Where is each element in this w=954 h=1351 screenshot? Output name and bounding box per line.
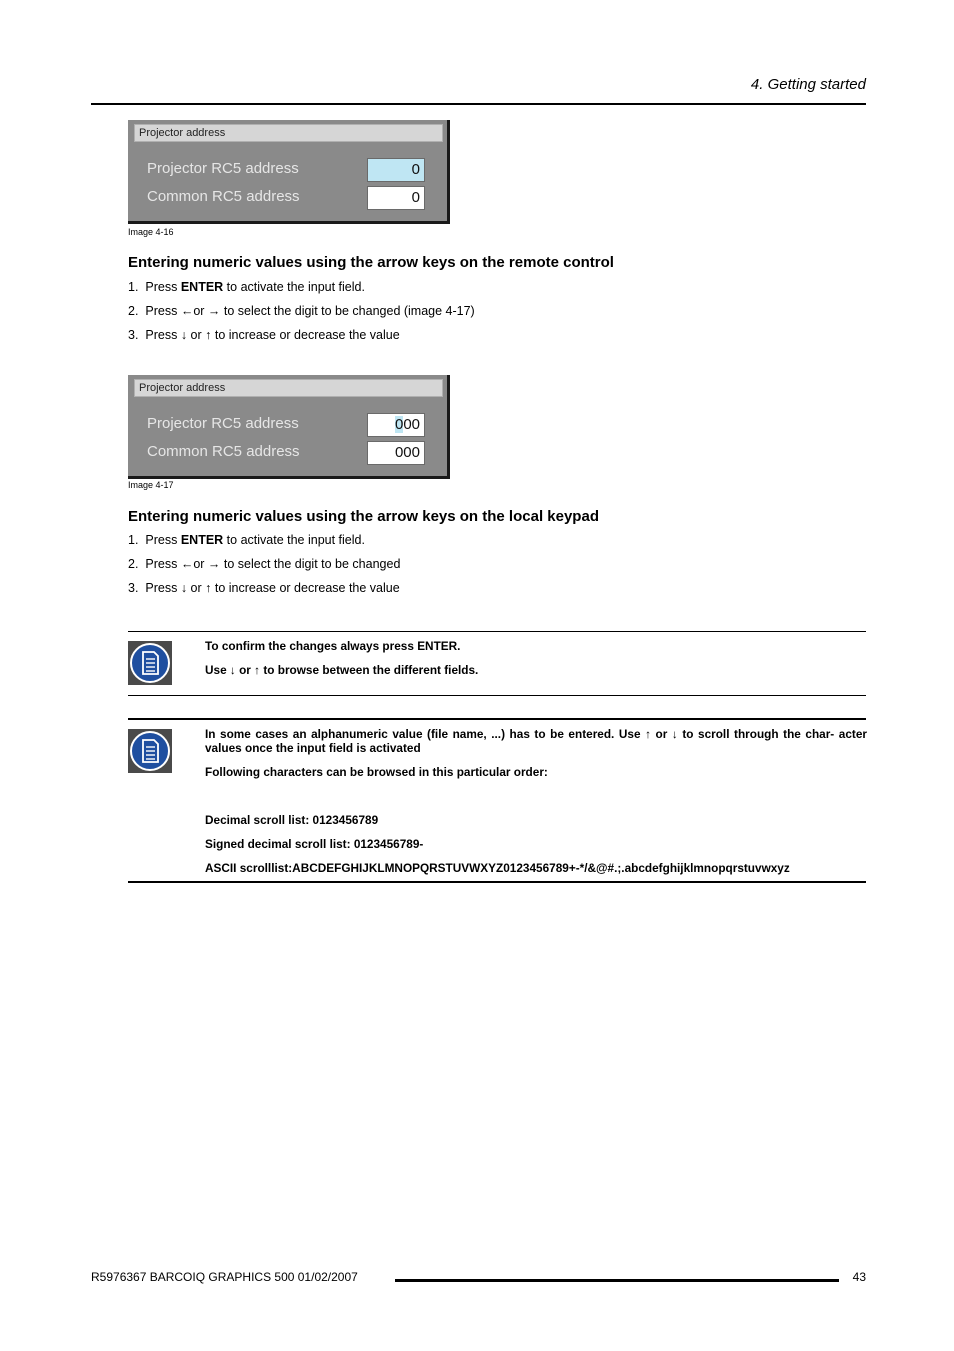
section-header: 4. Getting started — [750, 76, 866, 93]
note-rule-bottom — [128, 695, 866, 696]
step-text: Press — [145, 533, 181, 547]
remaining-digits: 00 — [403, 416, 420, 433]
note-line: Decimal scroll list: 0123456789 — [205, 813, 379, 827]
footer-doc-info: R5976367 BARCOIQ GRAPHICS 500 01/02/2007 — [91, 1270, 358, 1284]
step-number: 2. — [128, 304, 139, 318]
projector-rc5-field[interactable]: 0 — [367, 158, 425, 182]
menu-title: Projector address — [134, 379, 443, 397]
menu-title: Projector address — [134, 124, 443, 142]
footer-rule — [395, 1279, 839, 1282]
note-icon — [128, 641, 172, 685]
step-text: Press ←or → to select the digit to be changed — [145, 557, 401, 571]
projector-rc5-label: Projector RC5 address — [147, 160, 299, 177]
step-text: Press ↓ or ↑ to increase or decrease the value — [145, 581, 400, 595]
page-number: 43 — [852, 1270, 866, 1284]
image-caption: Image 4-17 — [128, 480, 174, 490]
common-rc5-label: Common RC5 address — [147, 188, 300, 205]
note-icon — [128, 729, 172, 773]
projector-rc5-label: Projector RC5 address — [147, 415, 299, 432]
note-line: To confirm the changes always press ENTER. — [205, 639, 461, 653]
note-line: Use ↓ or ↑ to browse between the different fields. — [205, 663, 479, 677]
projector-address-menu-2 — [128, 375, 450, 479]
step-text: Press — [145, 280, 181, 294]
step-item — [128, 304, 475, 318]
image-caption: Image 4-16 — [128, 227, 174, 237]
note-rule-top — [128, 631, 866, 632]
step-item — [128, 280, 365, 294]
common-rc5-label: Common RC5 address — [147, 443, 300, 460]
note-line: In some cases an alphanumeric value (file name, ...) has to be entered. Use ↑ or ↓ to scroll through the char- acter values once the input field is activated — [205, 727, 867, 755]
step-text: Press ←or → to select the digit to be changed (image 4-17) — [145, 304, 475, 318]
step-item — [128, 328, 400, 342]
note-rule-bottom — [128, 881, 866, 883]
common-rc5-field[interactable]: 000 — [367, 441, 425, 465]
common-rc5-field[interactable]: 0 — [367, 186, 425, 210]
step-number: 2. — [128, 557, 139, 571]
step-number: 3. — [128, 328, 139, 342]
step-text: Press ↓ or ↑ to increase or decrease the value — [145, 328, 400, 342]
step-number: 1. — [128, 280, 139, 294]
note-line: Signed decimal scroll list: 0123456789- — [205, 837, 424, 851]
selected-digit: 0 — [394, 416, 404, 433]
step-item — [128, 581, 400, 595]
section-heading-keypad: Entering numeric values using the arrow keys on the local keypad — [128, 508, 599, 525]
note-line: ASCII scrolllist:ABCDEFGHIJKLMNOPQRSTUVWXYZ0123456789+-*/&@#.;.abcdefghijklmnopqrstuvwxyz — [205, 861, 790, 875]
header-rule — [91, 103, 866, 105]
step-number: 3. — [128, 581, 139, 595]
step-number: 1. — [128, 533, 139, 547]
step-text: to activate the input field. — [223, 280, 365, 294]
step-item — [128, 533, 365, 547]
note-rule-top — [128, 718, 866, 720]
projector-rc5-field[interactable] — [367, 413, 425, 437]
note-line: Following characters can be browsed in this particular order: — [205, 765, 548, 779]
step-bold: ENTER — [180, 280, 224, 294]
step-text: to activate the input field. — [223, 533, 365, 547]
projector-address-menu-1 — [128, 120, 450, 224]
step-bold: ENTER — [180, 533, 224, 547]
step-item — [128, 557, 400, 571]
section-heading-remote: Entering numeric values using the arrow keys on the remote control — [128, 254, 614, 271]
